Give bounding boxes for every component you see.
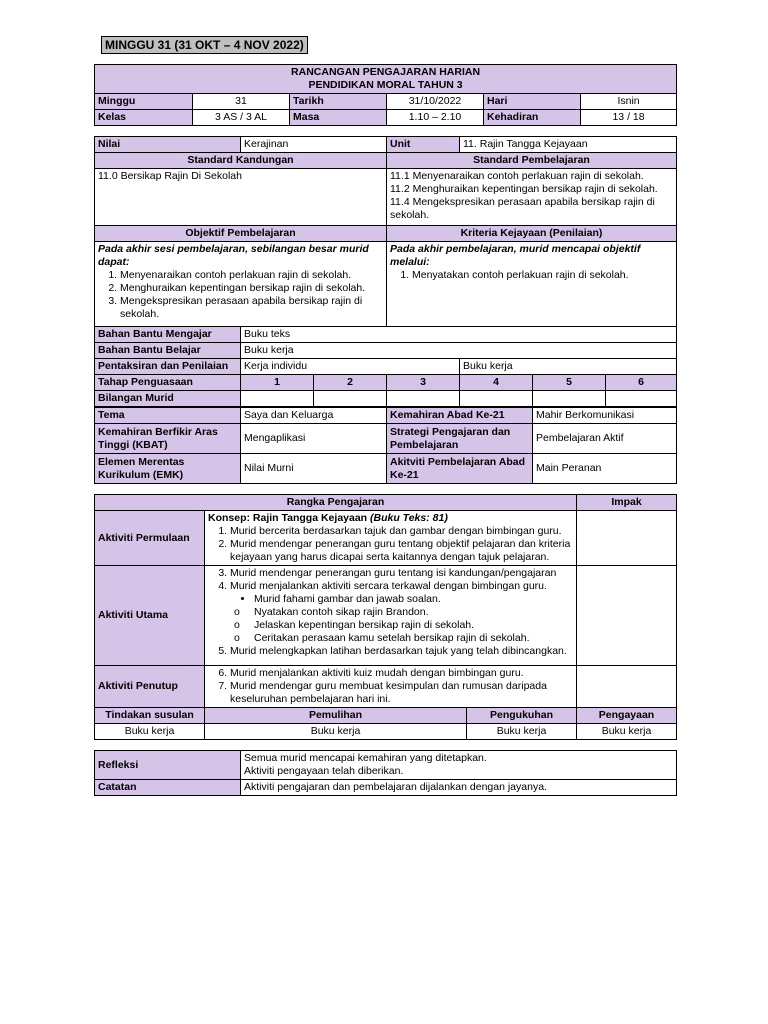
bm-cell	[387, 391, 460, 407]
au-bullet: • Murid fahami gambar dan jawab soalan.	[254, 593, 573, 606]
emk-value: Nilai Murni	[241, 454, 387, 484]
catatan-value: Aktiviti pengajaran dan pembelajaran dijalankan dengan jayanya.	[241, 780, 677, 796]
apa-value: Main Peranan	[533, 454, 677, 484]
tema-label: Tema	[95, 408, 241, 424]
bbb-label: Bahan Bantu Belajar	[95, 343, 241, 359]
op-item: 1. Menyenaraikan contoh perlakuan rajin di sekolah.	[120, 269, 383, 282]
kbat-value: Mengaplikasi	[241, 424, 387, 454]
nilai-value: Kerajinan	[241, 137, 387, 153]
apn-item: 6. Murid menjalankan aktiviti kuiz mudah dengan bimbingan guru.	[230, 667, 573, 680]
op-header: Objektif Pembelajaran	[95, 226, 387, 242]
tp-label: Tahap Penguasaan	[95, 375, 241, 391]
plan-title: RANCANGAN PENGAJARAN HARIAN PENDIDIKAN MORAL TAHUN 3	[95, 65, 677, 94]
kk-item: 1. Menyatakan contoh perlakuan rajin di sekolah.	[412, 269, 673, 282]
ts-header: Tindakan susulan	[95, 708, 205, 724]
bm-cell	[314, 391, 387, 407]
tp-level: 5	[533, 375, 606, 391]
pemulihan-header: Pemulihan	[205, 708, 467, 724]
kk-content: Pada akhir pembelajaran, murid mencapai objektif melalui: 1. Menyatakan contoh perlakuan rajin di sekolah.	[387, 242, 677, 327]
minggu-label: Minggu	[95, 94, 193, 110]
spp-value: Pembelajaran Aktif	[533, 424, 677, 454]
au-subitem: o Nyatakan contoh sikap rajin Brandon.	[254, 606, 573, 619]
pp-value-2: Buku kerja	[460, 359, 677, 375]
hari-value: Isnin	[581, 94, 677, 110]
masa-label: Masa	[290, 110, 387, 126]
pp-value-1: Kerja individu	[241, 359, 460, 375]
ka-value: Mahir Berkomunikasi	[533, 408, 677, 424]
nilai-label: Nilai	[95, 137, 241, 153]
kehadiran-value: 13 / 18	[581, 110, 677, 126]
masa-value: 1.10 – 2.10	[387, 110, 484, 126]
impak-cell	[577, 666, 677, 708]
unit-label: Unit	[387, 137, 460, 153]
impak-cell	[577, 566, 677, 666]
pengayaan-header: Pengayaan	[577, 708, 677, 724]
apn-label: Aktiviti Penutup	[95, 666, 205, 708]
pengukuhan-value: Buku kerja	[467, 724, 577, 740]
bm-cell	[460, 391, 533, 407]
theme-table	[94, 407, 677, 484]
kehadiran-label: Kehadiran	[484, 110, 581, 126]
refleksi-value: Semua murid mencapai kemahiran yang ditetapkan. Aktiviti pengayaan telah diberikan.	[241, 751, 677, 780]
au-subitem: o Ceritakan perasaan kamu setelah bersikap rajin di sekolah.	[254, 632, 573, 645]
refleksi-label: Refleksi	[95, 751, 241, 780]
konsep-line: Konsep: Rajin Tangga Kejayaan (Buku Teks: 81)	[208, 512, 448, 524]
bm-cell	[606, 391, 677, 407]
au-subitem: o Jelaskan kepentingan bersikap rajin di sekolah.	[254, 619, 573, 632]
sp-list: 11.1 Menyenaraikan contoh perlakuan rajin di sekolah. 11.2 Menghuraikan kepentingan bersikap rajin di sekolah. 11.4 Mengekspresikan perasaan apabila bersikap rajin di sekolah.	[387, 169, 677, 226]
op-item: 3. Mengekspresikan perasaan apabila bersikap rajin di sekolah.	[120, 295, 383, 321]
op-content: Pada akhir sesi pembelajaran, sebilangan besar murid dapat: 1. Menyenaraikan contoh perlakuan rajin di sekolah. 2. Menghuraikan kepentingan bersikap rajin di sekolah. 3. Mengekspresikan perasaan apabila bersikap rajin di sekolah.	[95, 242, 387, 327]
tp-level: 2	[314, 375, 387, 391]
au-item: 3. Murid mendengar penerangan guru tentang isi kandungan/pengajaran	[230, 567, 573, 580]
emk-label: Elemen Merentas Kurikulum (EMK)	[95, 454, 241, 484]
bm-label: Bilangan Murid	[95, 391, 241, 407]
bbm-value: Buku teks	[241, 327, 677, 343]
apn-item: 7. Murid mendengar guru membuat kesimpulan dan rumusan daripada keseluruhan pembelajaran hari ini.	[230, 680, 573, 706]
pengukuhan-header: Pengukuhan	[467, 708, 577, 724]
bm-cell	[533, 391, 606, 407]
tp-level: 4	[460, 375, 533, 391]
bbb-value: Buku kerja	[241, 343, 677, 359]
hari-label: Hari	[484, 94, 581, 110]
kk-header: Kriteria Kejayaan (Penilaian)	[387, 226, 677, 242]
week-heading: MINGGU 31 (31 OKT – 4 NOV 2022)	[101, 36, 308, 54]
tarikh-value: 31/10/2022	[387, 94, 484, 110]
ap-content	[205, 511, 577, 566]
sk-value: 11.0 Bersikap Rajin Di Sekolah	[95, 169, 387, 226]
rp-header: Rangka Pengajaran	[95, 495, 577, 511]
lesson-info-table	[94, 64, 677, 126]
impak-header: Impak	[577, 495, 677, 511]
lesson-outline-table	[94, 494, 677, 740]
bbm-label: Bahan Bantu Mengajar	[95, 327, 241, 343]
tema-value: Saya dan Keluarga	[241, 408, 387, 424]
pengayaan-value: Buku kerja	[577, 724, 677, 740]
sp-header: Standard Pembelajaran	[387, 153, 677, 169]
apn-content	[205, 666, 577, 708]
ka-label: Kemahiran Abad Ke-21	[387, 408, 533, 424]
apa-label: Akitviti Pembelajaran Abad Ke-21	[387, 454, 533, 484]
tp-level: 6	[606, 375, 677, 391]
ap-label: Aktiviti Permulaan	[95, 511, 205, 566]
op-item: 2. Menghuraikan kepentingan bersikap rajin di sekolah.	[120, 282, 383, 295]
ts-value: Buku kerja	[95, 724, 205, 740]
catatan-label: Catatan	[95, 780, 241, 796]
reflection-table	[94, 750, 677, 796]
pemulihan-value: Buku kerja	[205, 724, 467, 740]
ap-item: 2. Murid mendengar penerangan guru tentang objektif pelajaran dan kriteria kejayaan yang harus dicapai serta kaitannya dengan tajuk pelajaran.	[230, 538, 573, 564]
impak-cell	[577, 511, 677, 566]
sk-header: Standard Kandungan	[95, 153, 387, 169]
kbat-label: Kemahiran Berfikir Aras Tinggi (KBAT)	[95, 424, 241, 454]
au-content	[205, 566, 577, 666]
tp-level: 1	[241, 375, 314, 391]
ap-item: 1. Murid bercerita berdasarkan tajuk dan gambar dengan bimbingan guru.	[230, 525, 573, 538]
kelas-value: 3 AS / 3 AL	[193, 110, 290, 126]
unit-value: 11. Rajin Tangga Kejayaan	[460, 137, 677, 153]
tp-level: 3	[387, 375, 460, 391]
minggu-value: 31	[193, 94, 290, 110]
pp-label: Pentaksiran dan Penilaian	[95, 359, 241, 375]
bm-cell	[241, 391, 314, 407]
au-item: 5. Murid melengkapkan latihan berdasarkan tajuk yang telah dibincangkan.	[230, 645, 573, 658]
standards-table	[94, 136, 677, 407]
au-label: Aktiviti Utama	[95, 566, 205, 666]
tarikh-label: Tarikh	[290, 94, 387, 110]
spp-label: Strategi Pengajaran dan Pembelajaran	[387, 424, 533, 454]
au-item: 4. Murid menjalankan aktiviti sercara terkawal dengan bimbingan guru.	[230, 580, 573, 593]
kelas-label: Kelas	[95, 110, 193, 126]
